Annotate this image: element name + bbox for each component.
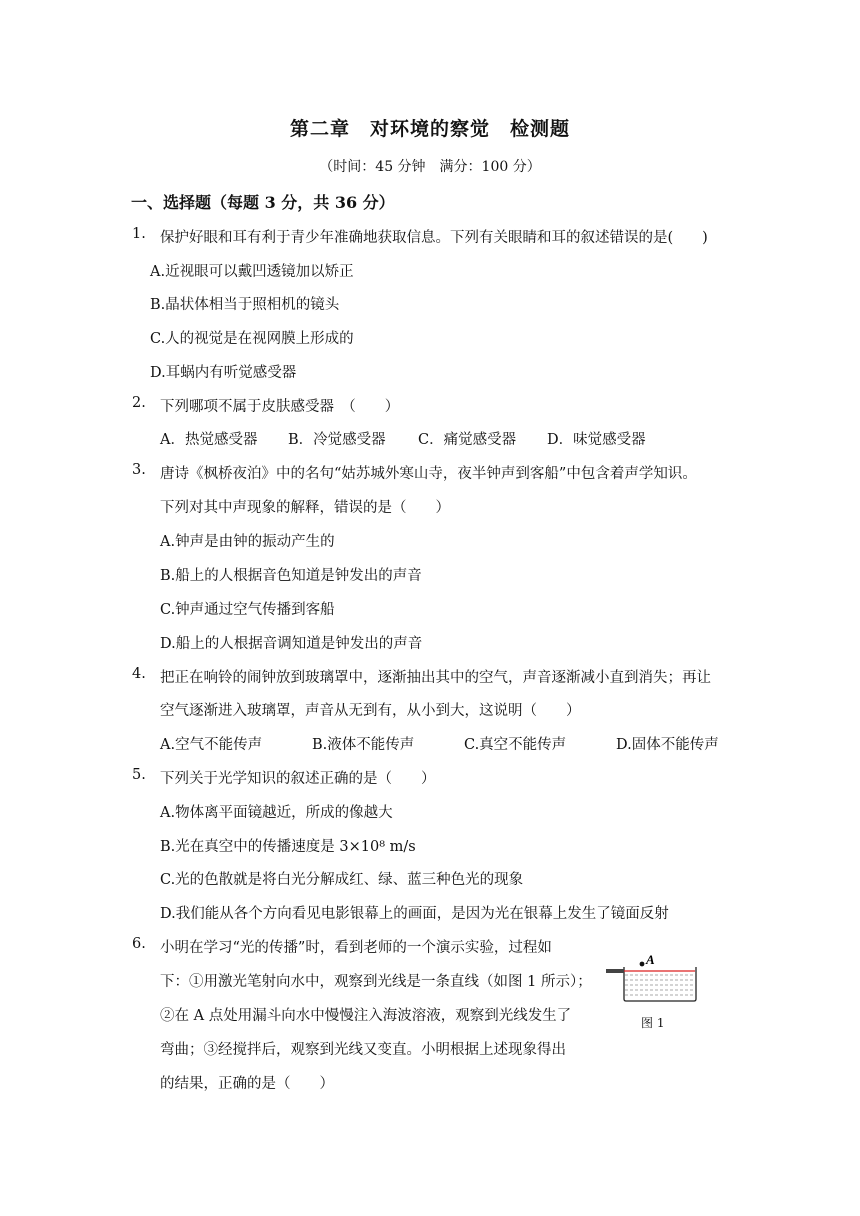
option-c: C.钟声通过空气传播到客船 — [160, 602, 335, 618]
option-b: B.液体不能传声 — [312, 737, 415, 753]
question-stem: 下列关于光学知识的叙述正确的是（ ） — [160, 771, 436, 787]
option-a: A．热觉感受器 — [160, 432, 258, 448]
option-d: D.固体不能传声 — [616, 737, 719, 753]
section-heading: 一、选择题（每题 3 分，共 36 分） — [131, 193, 395, 212]
option-c: C.光的色散就是将白光分解成红、绿、蓝三种色光的现象 — [160, 872, 524, 888]
point-a-label: A — [646, 955, 655, 967]
option-c: C.真空不能传声 — [464, 737, 567, 753]
question-stem-cont: ②在 A 点处用漏斗向水中慢慢注入海波溶液，观察到光线发生了 — [160, 1008, 572, 1024]
question-number: 6. — [132, 936, 146, 952]
question-number: 3. — [132, 462, 146, 478]
option-c: C．痛觉感受器 — [418, 432, 517, 448]
option-a: A.空气不能传声 — [160, 737, 263, 753]
point-a-dot — [640, 962, 645, 967]
page-title: 第二章 对环境的察觉 检测题 — [289, 118, 570, 140]
question-stem-cont: 弯曲；③经搅拌后，观察到光线又变直。小明根据上述现象得出 — [160, 1042, 566, 1058]
question-stem: 把正在响铃的闹钟放到玻璃罩中，逐渐抽出其中的空气，声音逐渐减小直到消失；再让 — [160, 670, 711, 686]
question-stem: 小明在学习“光的传播”时，看到老师的一个演示实验，过程如 — [160, 940, 552, 956]
question-stem: 保护好眼和耳有利于青少年准确地获取信息。下列有关眼睛和耳的叙述错误的是( ) — [160, 230, 708, 246]
option-a: A.近视眼可以戴凹透镜加以矫正 — [150, 264, 354, 280]
option-a: A.钟声是由钟的振动产生的 — [160, 534, 335, 550]
option-c: C.人的视觉是在视网膜上形成的 — [150, 331, 354, 347]
question-stem: 唐诗《枫桥夜泊》中的名句“姑苏城外寒山寺，夜半钟声到客船”中包含着声学知识。 — [160, 466, 697, 482]
question-stem-cont: 下：①用激光笔射向水中，观察到光线是一条直线（如图 1 所示）； — [160, 974, 592, 990]
laser-pointer — [606, 969, 624, 973]
exam-info: （时间：45 分钟 满分：100 分） — [319, 159, 541, 175]
option-d: D．味觉感受器 — [547, 432, 646, 448]
question-number: 4. — [132, 666, 146, 682]
question-number: 1. — [132, 226, 146, 242]
option-d: D.船上的人根据音调知道是钟发出的声音 — [160, 636, 423, 652]
question-stem-cont: 的结果，正确的是（ ） — [160, 1076, 334, 1092]
question-stem: 下列哪项不属于皮肤感受器 （ ） — [160, 399, 400, 415]
figure-caption: 图 1 — [641, 1016, 665, 1030]
option-d: D.我们能从各个方向看见电影银幕上的画面，是因为光在银幕上发生了镜面反射 — [160, 906, 669, 922]
question-stem-cont: 空气逐渐进入玻璃罩，声音从无到有，从小到大，这说明（ ） — [160, 703, 581, 719]
question-number: 2. — [132, 395, 146, 411]
question-number: 5. — [132, 767, 146, 783]
option-d: D.耳蜗内有听觉感受器 — [150, 365, 297, 381]
question-stem-cont: 下列对其中声现象的解释，错误的是（ ） — [160, 500, 450, 516]
option-b: B.光在真空中的传播速度是 3×10⁸ m/s — [160, 839, 416, 855]
option-b: B.船上的人根据音色知道是钟发出的声音 — [160, 568, 422, 584]
option-a: A.物体离平面镜越近，所成的像越大 — [160, 805, 393, 821]
option-b: B.晶状体相当于照相机的镜头 — [150, 297, 340, 313]
option-b: B．冷觉感受器 — [288, 432, 386, 448]
